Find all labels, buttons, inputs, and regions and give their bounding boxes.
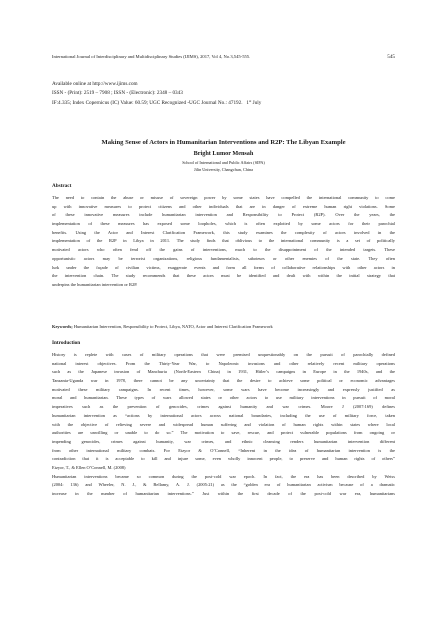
abstract-line: up with innovative measures to protect citizens and other individuals that are in danger of extreme human right violations. Some bbox=[52, 203, 395, 209]
intro-line: Tanzania-Uganda war in 1978, there cannot be any uncertainty that the desire to achieve some political or economic advantages bbox=[52, 378, 395, 384]
journal-citation: International Journal of Interdisciplinary and Multidisciplinary Studies (IJIMS), 2017, Vol 4, No.3,545-555. bbox=[52, 54, 251, 59]
availability-block bbox=[52, 80, 402, 106]
intro-line: contradiction that it is acceptable to kill and injure some, even wholly innocent people, to preserve and human rights of others” bbox=[52, 456, 395, 462]
keywords-text: Humanitarian Intervention, Responsibility to Protect, Libya, NATO, Actor and Interest Clarification Framework bbox=[72, 324, 273, 329]
introduction-body bbox=[52, 351, 395, 499]
abstract-line: The need to contain the abuse or misuse of sovereign power by some states have compelled the international community to come bbox=[52, 195, 395, 200]
abstract-line: of these innovative measures include humanitarian intervention and Responsibility to Protect (R2P). Over the years, the bbox=[52, 212, 395, 218]
publication-month: July bbox=[251, 100, 262, 107]
intro-line: increase in the number of humanitarian interventions.” Just within the first decade of the post-cold war era, humanitarians bbox=[52, 491, 395, 496]
intro-line: from other international military combats. For Etzyor & O’Connell, “Inherent in the idea of humanitarian intervention is the bbox=[52, 447, 395, 453]
abstract-heading: Abstract bbox=[52, 183, 72, 189]
intro-line: motivated these military campaigns. In recent times, however, some wars have become increasingly and expressly justified as bbox=[52, 386, 395, 392]
intro-line: imperatives such as the prevention of genocides, crimes against humanity and war crimes. Moore J (2007:169) defines bbox=[52, 404, 395, 410]
keywords-label: Keywords; bbox=[52, 324, 73, 329]
issn-line: ISSN - (Print): 2519 – 7908 ; ISSN - (Electronic): 2348 – 0343 bbox=[52, 89, 183, 96]
author-affiliation-school: School of International and Public Affairs (SIPA) bbox=[182, 160, 265, 165]
intro-line: with the objective of relieving severe and widespread human suffering and violation of human rights within states where local bbox=[52, 421, 395, 427]
day-suffix: st bbox=[249, 99, 252, 104]
abstract-line: the intervention chain. The study recommends that these actors must be identified and dealt with within the initial strategy that bbox=[52, 273, 395, 279]
author-affiliation-university: Jilin University, Changchun, China bbox=[194, 167, 253, 172]
intro-line: moral and humanitarian. These types of wars allowed states or other actors to use military interventions in pursuit of moral bbox=[52, 395, 395, 401]
intro-line: national interest objectives. From the Thirty-Year War, to Napoleonic invasions and other relatively recent military operations bbox=[52, 360, 395, 366]
abstract-line: underpins the humanitarian intervention or R2P. bbox=[52, 281, 138, 287]
intro-line: such as the Japanese invasion of Manchuria (North-Eastern China) in 1931, Hitler’s campaigns in Europe in the 1940s, and the bbox=[52, 369, 395, 375]
intro-line: Etzyor, T., & Ellen O’Connell, M. (2008) bbox=[52, 464, 126, 470]
publication-day: 1 bbox=[246, 100, 250, 107]
abstract-line: opportunistic actors may be terrorist organizations, religious fundamentalists, saboteurs or other enemies of the state. They often bbox=[52, 255, 395, 261]
abstract-line: motivated actors who often fend off the gains of interventions, much to the disappointment of the intended targets. These bbox=[52, 247, 395, 253]
abstract-body bbox=[52, 194, 395, 290]
running-header bbox=[52, 53, 395, 61]
keywords-line bbox=[52, 323, 395, 330]
paper-title: Making Sense of Actors in Humanitarian Interventions and R2P: The Libyan Example bbox=[101, 139, 346, 146]
author-name: Bright Lumor Mensah bbox=[193, 150, 254, 157]
intro-line: impending genocides, crimes against humanity, war crimes, and ethnic cleansing renders humanitarian intervention different bbox=[52, 438, 395, 444]
intro-line: History is replete with cases of military operations that were premised unquestionably on the pursuit of parochially defined bbox=[52, 352, 395, 357]
abstract-line: implementation of the R2P in Libya in 2011. The study finds that oblivious to the international community is a set of politically bbox=[52, 238, 395, 244]
abstract-line: benefits. Using the Actor and Interest Clarification Framework, this study examines the complexity of actors involved in the bbox=[52, 229, 395, 235]
index-line bbox=[52, 97, 402, 106]
page-number: 545 bbox=[387, 54, 395, 60]
introduction-heading: Introduction bbox=[52, 340, 81, 346]
intro-line: humanitarian intervention as “actions by international actors across national boundaries, including the use of military force, taken bbox=[52, 412, 395, 418]
abstract-line: lurk under the façade of civilian victims, exaggerate events and form all forms of collaborative relationships with other actors in bbox=[52, 264, 395, 270]
online-availability: Available online at http://www.ijims.com bbox=[52, 81, 138, 87]
abstract-line: implementation of these measures has exposed some loopholes, which is often exploited by some actors for their parochial bbox=[52, 221, 395, 227]
index-text: IF:4.335; Index Copernicus (IC) Value: 60.59; UGC Recognized -UGC Journal No.: 47192. bbox=[52, 100, 243, 107]
intro-line: Humanitarian interventions became so common during the post-cold war epoch. In fact, the era has been described by Weiss bbox=[52, 473, 395, 479]
intro-line: (2004: 136) and Wheeler, N. J., & Bellamy, A. J. (2005:21) as the “golden era of humanitarian activism because of a dramatic bbox=[52, 482, 395, 488]
intro-line: authorities are unwilling or unable to do so.” The motivation to save, rescue, and protect vulnerable populations from ongoing or bbox=[52, 430, 395, 436]
